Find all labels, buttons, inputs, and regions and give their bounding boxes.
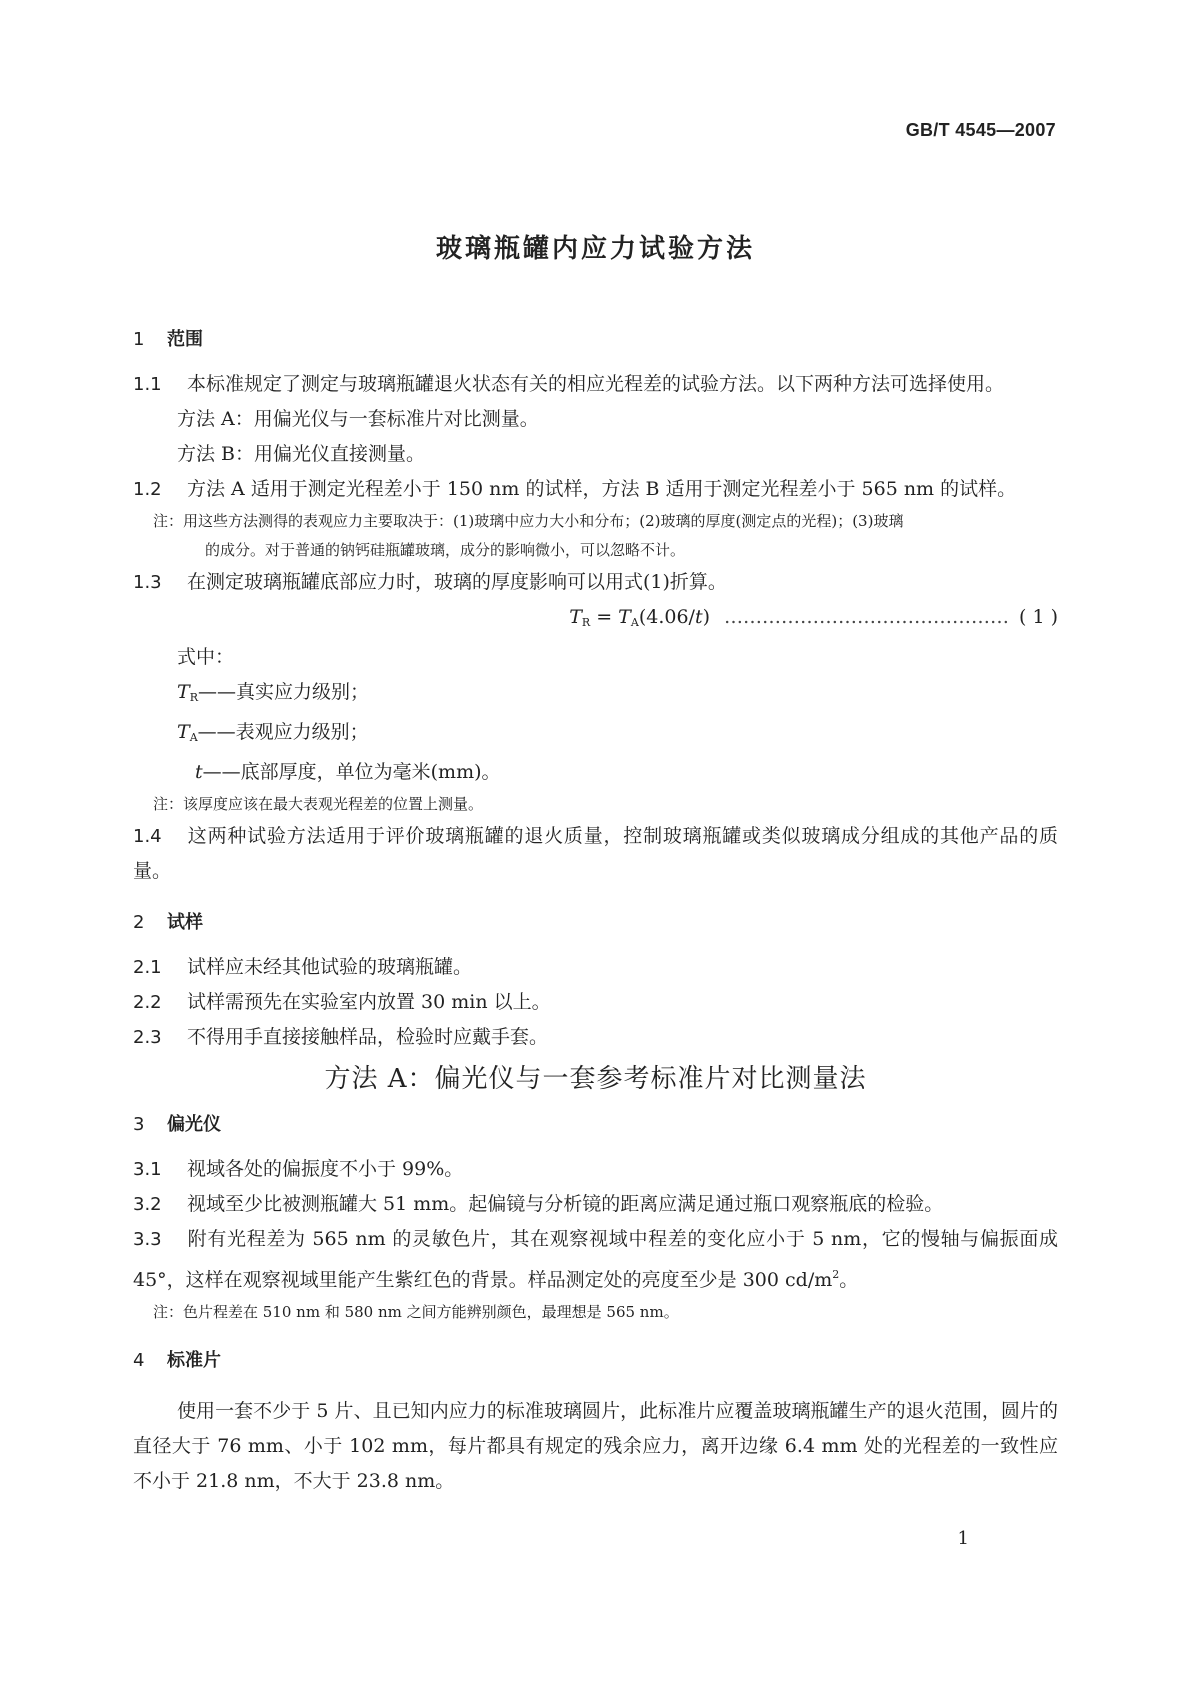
formula-number: ( 1 ) — [1019, 606, 1058, 628]
document-body — [133, 322, 1058, 1499]
section-1-heading — [133, 322, 1058, 357]
section-title: 试样 — [167, 912, 203, 933]
clause-1-2 — [133, 472, 1058, 507]
section-title: 范围 — [167, 329, 203, 350]
clause-text: 视域至少比被测瓶罐大 51 mm。起偏镜与分析镜的距离应满足通过瓶口观察瓶底的检验。 — [187, 1193, 944, 1215]
section-title: 标准片 — [167, 1350, 221, 1371]
clause-1-4 — [133, 819, 1058, 889]
formula-expression: $T_R = T_A(4.06/t)$ — [569, 606, 710, 629]
clause-number: 1.4 — [133, 826, 162, 847]
method-a-item: 方法 A：用偏光仪与一套标准片对比测量。 — [177, 408, 539, 430]
clause-text: 附有光程差为 565 nm 的灵敏色片，其在观察视域中程差的变化应小于 5 nm，它的慢轴与偏振面成 45°，这样在观察视域里能产生紫红色的背景。样品测定处的亮度至少是 300 cd/m — [133, 1228, 1058, 1291]
document-title: 玻璃瓶罐内应力试验方法 — [435, 234, 755, 264]
note-1 — [133, 507, 1058, 565]
clause-1-1 — [133, 367, 1058, 402]
section-3-heading — [133, 1107, 1058, 1142]
clause-1-3 — [133, 565, 1058, 600]
clause-2-1 — [133, 950, 1058, 985]
clause-number: 1.1 — [133, 374, 162, 395]
clause-text: 这两种试验方法适用于评价玻璃瓶罐的退火质量，控制玻璃瓶罐或类似玻璃成分组成的其他产品的质量。 — [133, 825, 1058, 882]
section-number: 3 — [133, 1114, 145, 1135]
definition-t: t——底部厚度，单位为毫米(mm)。 — [195, 761, 501, 783]
formula-1 — [133, 600, 1058, 640]
clause-text: 试样需预先在实验室内放置 30 min 以上。 — [187, 991, 551, 1013]
clause-number: 3.3 — [133, 1229, 162, 1250]
clause-text: 本标准规定了测定与玻璃瓶罐退火状态有关的相应光程差的试验方法。以下两种方法可选择使用。 — [187, 373, 1005, 395]
clause-3-3: 3.3 附有光程差为 565 nm 的灵敏色片，其在观察视域中程差的变化应小于 5 nm，它的慢轴与偏振面成 45°，这样在观察视域里能产生紫红色的背景。样品测定处的亮度至少是 300 $cd/m^2$。 — [133, 1222, 1058, 1298]
section-number: 2 — [133, 912, 145, 933]
clause-number: 3.2 — [133, 1194, 162, 1215]
note-1-line-2: 的成分。对于普通的钠钙硅瓶罐玻璃，成分的影响微小，可以忽略不计。 — [205, 541, 686, 559]
clause-2-3 — [133, 1020, 1058, 1055]
clause-number: 1.2 — [133, 479, 162, 500]
clause-text: 视域各处的偏振度不小于 99%。 — [187, 1158, 464, 1180]
definition-ta: $T_A——$表观应力级别； — [177, 721, 369, 744]
section-number: 1 — [133, 329, 145, 350]
where-label: 式中： — [177, 646, 235, 668]
section-4-heading — [133, 1343, 1058, 1378]
standard-code: GB/T 4545—2007 — [905, 120, 1056, 140]
section-number: 4 — [133, 1350, 145, 1371]
section-4-paragraph: 使用一套不少于 5 片、且已知内应力的标准玻璃圆片，此标准片应覆盖玻璃瓶罐生产的退火范围，圆片的直径大于 76 mm、小于 102 mm，每片都具有规定的残余应力，离开边缘 6.4 mm 处的光程差的一致性应不小于 21.8 nm，不大于 23.8 nm。 — [133, 1400, 1058, 1492]
clause-number: 1.3 — [133, 572, 162, 593]
clause-number: 2.3 — [133, 1027, 162, 1048]
clause-text: 在测定玻璃瓶罐底部应力时，玻璃的厚度影响可以用式(1)折算。 — [187, 571, 727, 593]
clause-text: 方法 A 适用于测定光程差小于 150 nm 的试样，方法 B 适用于测定光程差小于 565 nm 的试样。 — [187, 478, 1017, 500]
superscript: 2 — [832, 1268, 840, 1281]
clause-number: 2.2 — [133, 992, 162, 1013]
clause-text: 不得用手直接接触样品，检验时应戴手套。 — [187, 1026, 549, 1048]
method-b-item: 方法 B：用偏光仪直接测量。 — [177, 443, 426, 465]
formula-leader-dots: ……………………………………… — [724, 606, 1009, 628]
note-3: 注：色片程差在 510 nm 和 580 nm 之间方能辨别颜色，最理想是 565 nm。 — [153, 1303, 679, 1321]
page-number: 1 — [957, 1528, 969, 1549]
clause-3-2 — [133, 1187, 1058, 1222]
clause-number: 3.1 — [133, 1159, 162, 1180]
clause-2-2 — [133, 985, 1058, 1020]
clause-3-1 — [133, 1152, 1058, 1187]
note-1-line-1: 注：用这些方法测得的表观应力主要取决于：(1)玻璃中应力大小和分布；(2)玻璃的厚度(测定点的光程)；(3)玻璃 — [153, 512, 904, 530]
section-2-heading — [133, 905, 1058, 940]
section-title: 偏光仪 — [167, 1114, 221, 1135]
note-2: 注：该厚度应该在最大表观光程差的位置上测量。 — [153, 795, 484, 813]
definition-tr: $T_R——$真实应力级别； — [177, 681, 369, 704]
method-a-title: 方法 A：偏光仪与一套参考标准片对比测量法 — [324, 1064, 867, 1094]
clause-text: 试样应未经其他试验的玻璃瓶罐。 — [187, 956, 473, 978]
clause-number: 2.1 — [133, 957, 162, 978]
